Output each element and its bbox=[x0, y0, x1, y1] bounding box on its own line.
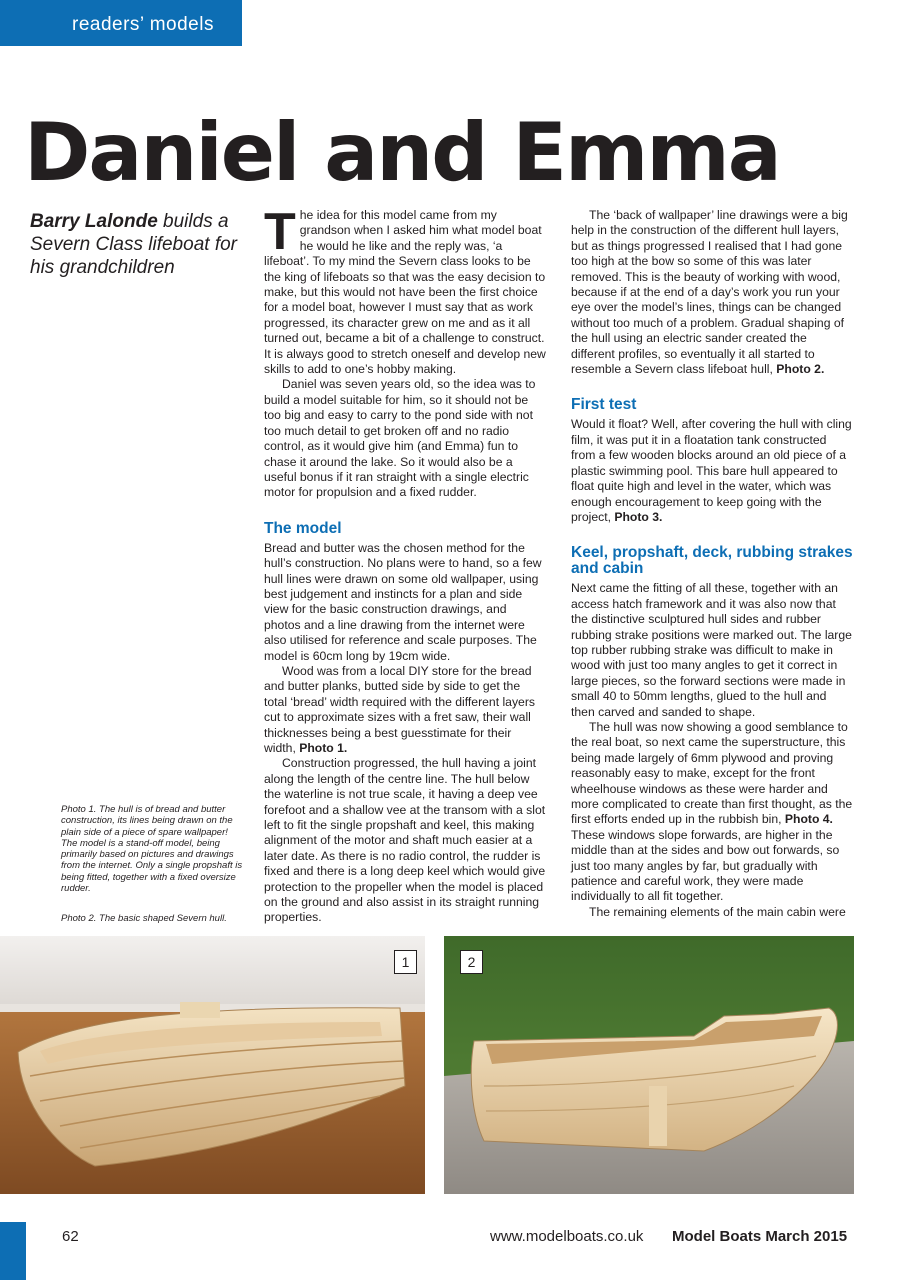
caption-photo-2: Photo 2. The basic shaped Severn hull. bbox=[61, 913, 227, 924]
subheading-the-model: The model bbox=[264, 519, 342, 537]
caption-photo-1: Photo 1. The hull is of bread and butter construction, its lines being drawn on the plain side of a piece of spare wallpaper! The model is a stand-off model, being primarily based on pictures and drawings from the internet. Only a single propshaft is being fitted, together with a fixed oversize rudder. bbox=[61, 804, 243, 895]
photo-1-number: 1 bbox=[394, 950, 417, 974]
paragraph: The remaining elements of the main cabin were bbox=[589, 904, 846, 919]
subheading-keel-propshaft: Keel, propshaft, deck, rubbing strakes and cabin bbox=[571, 544, 853, 578]
footer-website: www.modelboats.co.uk bbox=[490, 1228, 644, 1245]
photo-1-hull-image bbox=[0, 936, 425, 1194]
standfirst bbox=[30, 210, 245, 279]
page-number: 62 bbox=[62, 1228, 79, 1245]
photo-reference: Photo 1. bbox=[299, 741, 348, 755]
photo-2-hull-image bbox=[444, 936, 854, 1194]
article-title: Daniel and Emma bbox=[24, 106, 780, 199]
paragraph: The ‘back of wallpaper’ line drawings were a big help in the construction of the different hull layers, but as things progressed I realised that I had gone too high at the bow so some of this was later removed. This is the beauty of working with wood, because if at the end of a day’s work you run your eye over the model’s lines, things can be changed without too much of a problem. Gradual shaping of the hull using an electric sander created the different profiles, so eventually it all started to resemble a Severn class lifeboat hull, Photo 2. bbox=[571, 208, 848, 377]
standfirst-text: builds a Severn Class lifeboat for his grandchildren bbox=[30, 211, 237, 278]
paragraph: Next came the fitting of all these, together with an access hatch framework and it was also now that the distinctive sculptured hull sides and rubber rubbing strake positions were marked out. The large top rubber rubbing strake was difficult to make in wood with just too many angles to get it correct in large pieces, so the forward sections were made in small 40 to 50mm lengths, glued to the hull and then carved and sanded to shape. bbox=[571, 581, 852, 719]
author-name: Barry Lalonde bbox=[30, 211, 158, 232]
section-tab bbox=[0, 0, 242, 46]
footer-accent-bar bbox=[0, 1222, 26, 1280]
photo-reference: Photo 2. bbox=[776, 362, 825, 377]
body-column-2 bbox=[571, 208, 853, 920]
photo-1 bbox=[0, 936, 425, 1194]
paragraph: The idea for this model came from my grandson when I asked him what model boat he would he like and the reply was, ‘a lifeboat’. To my mind the Severn class looks to be the king of lifeboats so that was the easy decision to make, but this would not have been the first choice for a model boat, however I must say that as work progressed, its character grew on me and as it all turned out, became a bit of a challenge to construct. It is always good to stretch oneself and develop new skills to add to one’s hobby making. bbox=[264, 203, 546, 377]
paragraph: Bread and butter was the chosen method for the hull’s construction. No plans were to hand, so a few hull lines were drawn on some old wallpaper, using best judgement and instincts for a plan and side view for the basic construction drawings, and photos and a line drawing from the internet were also utilised for reference and scale purposes. The model is 60cm long by 19cm wide. bbox=[264, 540, 542, 663]
section-label: readers’ models bbox=[72, 14, 214, 35]
subheading-first-test: First test bbox=[571, 396, 637, 414]
paragraph: Would it float? Well, after covering the hull with cling film, it was put it in a floatation tank constructed from a few wooden blocks around an old piece of a plastic swimming pool. This bare hull appeared to float quite high and level in the water, which was enough encouragement to keep going with the project, Photo 3. bbox=[571, 417, 852, 524]
photo-2 bbox=[444, 936, 854, 1194]
photo-reference: Photo 4. bbox=[784, 812, 833, 827]
drop-cap: T bbox=[264, 203, 296, 261]
footer-magazine-title: Model Boats March 2015 bbox=[672, 1228, 848, 1245]
photo-reference: Photo 3. bbox=[614, 509, 663, 524]
paragraph: The hull was now showing a good semblance to the real boat, so next came the superstructure, this being made largely of 6mm plywood and proving reasonably easy to make, except for the front wheelhouse windows as these were harder and more complicated to create than first thought, as the first efforts ended up in the rubbish bin, Photo 4. These windows slope forwards, are higher in the middle than at the sides and bow out forwards, so just too many angles by far, but gradually with patience and careful work, they were made individually to all fit together. bbox=[571, 719, 853, 904]
paragraph: Construction progressed, the hull having a joint along the length of the centre line. The hull below the waterline is not true scale, it having a deep vee forefoot and a shallow vee at the transom with a slot left to fit the single propshaft and keel, this making alignment of the motor and shaft much easier at a later date. As there is no radio control, the rudder is fixed and there is a long deep keel which would give protection to the propeller when the model is placed on the ground and also assist in its straight running properties. bbox=[264, 756, 546, 925]
photo-2-number: 2 bbox=[460, 950, 483, 974]
body-column-1 bbox=[264, 203, 546, 926]
paragraph: Wood was from a local DIY store for the bread and butter planks, butted side by side to get the total ‘bread’ width required with the different layers cut to approximate sizes with a fret saw, their wall thicknesses being a best guesstimate for their width, Photo 1. bbox=[264, 663, 535, 755]
paragraph: Daniel was seven years old, so the idea was to build a model suitable for him, so it should not be too big and easy to carry to the pond side with not too much detail to get broken off and no radio control, as it would give him (and Emma) fun to chase it around the lake. So it would also be a useful bonus if it ran straight with a single electric motor for propulsion and a fixed rudder. bbox=[264, 377, 536, 500]
